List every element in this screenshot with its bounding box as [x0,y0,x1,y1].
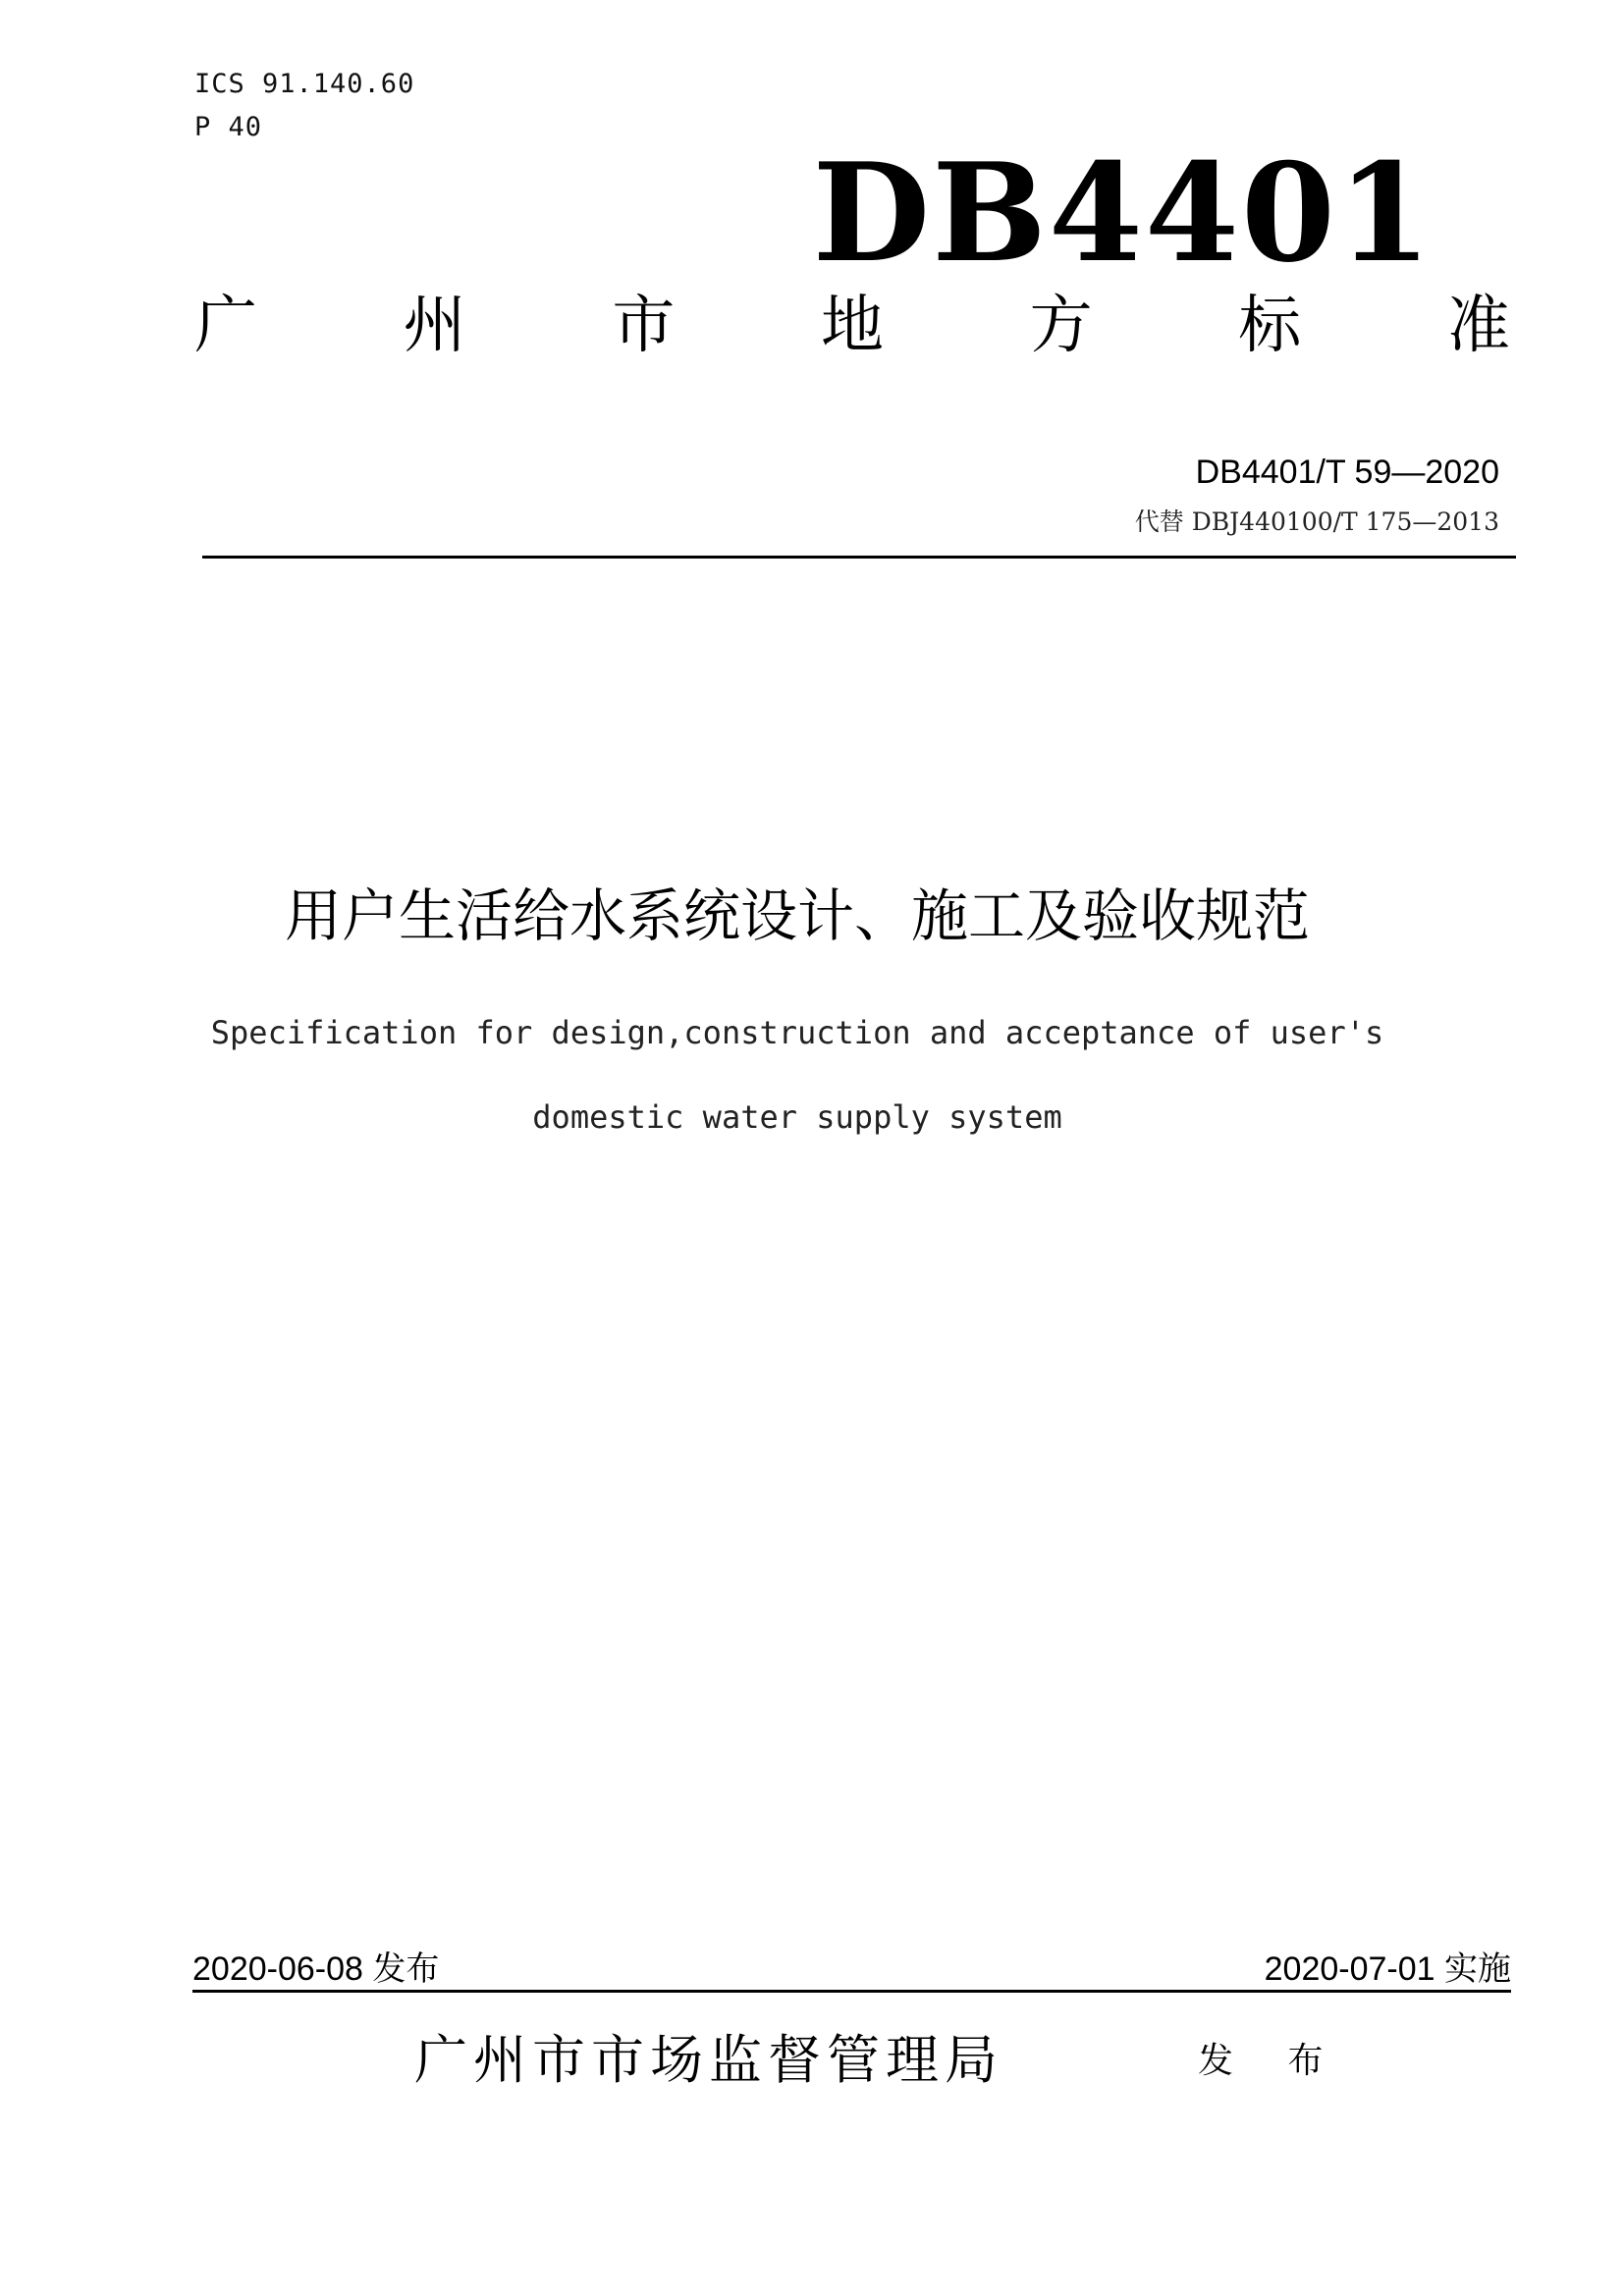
standard-number: DB4401/T 59—2020 [1195,454,1499,491]
standard-type-char: 标 [1238,290,1302,362]
standard-type-char: 广 [194,290,257,362]
ccs-code: P 40 [194,112,263,142]
replaced-standard: 代替 DBJ440100/T 175—2013 [1134,507,1499,536]
ics-code: ICS 91.140.60 [194,69,415,99]
issuing-authority: 广州市市场监督管理局 [414,2029,1003,2091]
standard-type-char: 地 [820,290,884,362]
document-title-english-line1: Specification for design,construction and acceptance of user's [210,1014,1384,1051]
issue-date: 2020-06-08 发布 [192,1950,440,1988]
document-title-chinese: 用户生活给水系统设计、施工及验收规范 [284,882,1310,949]
standard-type-heading [194,290,1510,362]
standard-type-char: 方 [1029,290,1093,362]
footer-divider [192,1990,1511,1993]
document-title-english-line2: domestic water supply system [532,1098,1062,1136]
standard-type-char: 州 [403,290,466,362]
standard-type-char: 市 [612,290,676,362]
issue-label: 发 布 [1198,2041,1345,2081]
header-divider [202,556,1516,559]
implementation-date: 2020-07-01 实施 [1264,1950,1511,1988]
standard-type-char: 准 [1446,290,1510,362]
db-code-logo: DB4401 [812,133,1434,293]
